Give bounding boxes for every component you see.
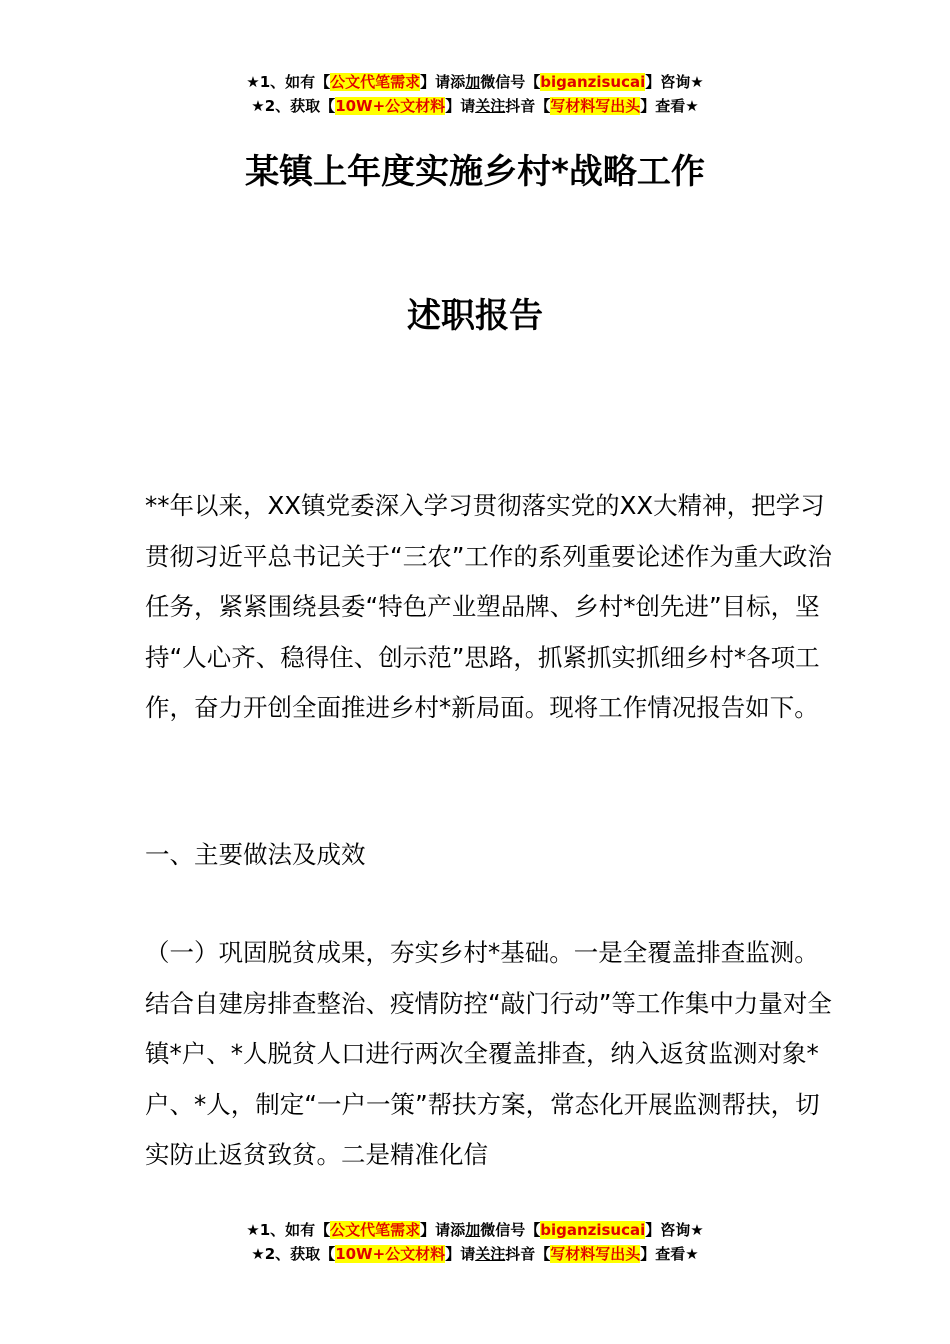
highlight-douyin: 写材料写出头 [550,1245,641,1263]
highlight-wechat-id: biganzisucai [540,1221,646,1239]
highlight-service: 公文代笔需求 [330,1221,421,1239]
document-title-line-2: 述职报告 [407,296,543,336]
highlight-wechat-id: biganzisucai [540,73,646,91]
section-heading-1: 一、主要做法及成效 [145,840,366,869]
top-banner [0,70,950,118]
intro-paragraph: **年以来，XX镇党委深入学习贯彻落实党的XX大精神，把学习贯彻习近平总书记关于“三农”工作的系列重要论述作为重大政治任务，紧紧围绕县委“特色产业塑品牌、乡村*创先进”目标，坚持“人心齐、稳得住、创示范”思路，抓紧抓实抓细乡村*各项工作，奋力开创全面推进乡村*新局面。现将工作情况报告如下。 [145,491,832,722]
bottom-banner [0,1218,950,1266]
highlight-service: 公文代笔需求 [330,73,421,91]
highlight-materials: 10W+公文材料 [335,97,446,115]
banner-line-1: ★1、如有【公文代笔需求】请添加微信号【biganzisucai】咨询★ [246,1221,704,1239]
document-title-line-1: 某镇上年度实施乡村*战略工作 [245,152,705,192]
section-1-paragraph: （一）巩固脱贫成果，夯实乡村*基础。一是全覆盖排查监测。结合自建房排查整治、疫情防控“敲门行动”等工作集中力量对全镇*户、*人脱贫人口进行两次全覆盖排查，纳入返贫监测对象*户、*人，制定“一户一策”帮扶方案，常态化开展监测帮扶，切实防止返贫致贫。二是精准化信 [145,938,832,1169]
banner-line-1: ★1、如有【公文代笔需求】请添加微信号【biganzisucai】咨询★ [246,73,704,91]
banner-line-2: ★2、获取【10W+公文材料】请关注抖音【写材料写出头】查看★ [251,1245,699,1263]
highlight-materials: 10W+公文材料 [335,1245,446,1263]
banner-line-2: ★2、获取【10W+公文材料】请关注抖音【写材料写出头】查看★ [251,97,699,115]
highlight-douyin: 写材料写出头 [550,97,641,115]
